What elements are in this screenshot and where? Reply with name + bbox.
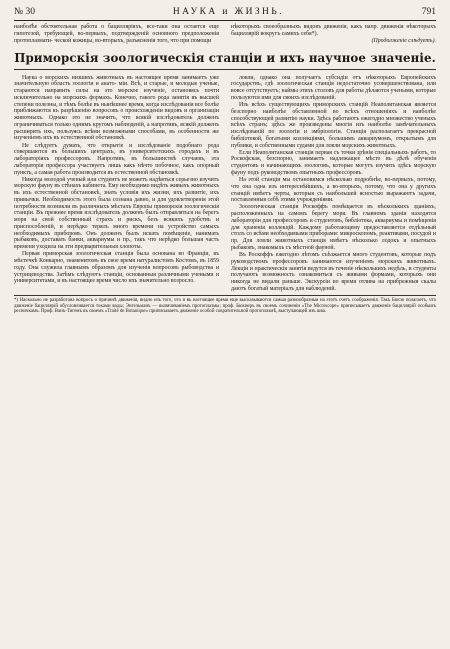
paragraph: наибол҃ѣе обстоятельная работа о бациллярiяхъ, все-таки она остается еще гипотезой, требующей, во-первыхъ, подтвержденiй основного предположенiя протоплазмати- ческой кожицы, во-вторыхъ, разъясненiя того, что при помощи (14, 24, 219, 44)
paragraph: Первая приморская зоологическая станцiя была основана во Францiи, въ мѣстечкѣ Конкарно, знаменитомъ въ свое время натуралистомъ Костомъ, въ 1859 году. Она служила главнымъ образомъ для изученiя вопросовъ рыбоводства и устрицеводства. Затѣмъ слѣдуютъ станцiи, основанныя различными учеными и университетами, и въ настоящее время число ихъ значительно возросло. (14, 251, 219, 285)
continuation-note: (Продолженiе слѣдуетъ). (371, 37, 436, 44)
page-number: 791 (421, 6, 436, 17)
paragraph: Изъ всѣхъ существующихъ приморскихъ станцiй Неаполитанская является безспорно наиболѣе обставленной во всѣхъ отношенiяхъ и наиболѣе способствующей развитiю науки. Здѣсь работаютъ ежегодно множество ученыхъ всѣхъ странъ; здѣсь же произведены многiя изъ наиболѣе замѣчательныхъ изслѣдованiй по зоологiи и эмбрiологiи. Станцiя располагаетъ прекрасной библiотекой, богатыми коллекцiями, большимъ аквариумомъ, открытымъ для публики, и собственными судами для ловли морскихъ животныхъ. (231, 102, 436, 149)
paragraph: нѣкоторыхъ своеобразныхъ видовъ движенiя, какъ напр. движенiя нѣкоторыхъ бациллярiй вокругъ самихъ себя*). (231, 24, 436, 37)
journal-title: НАУКА и ЖИЗНЬ. (172, 6, 284, 17)
previous-article-ending (14, 24, 436, 45)
article-left-column (14, 75, 219, 293)
previous-article-left-column (14, 24, 219, 45)
title-rule (14, 69, 436, 70)
paragraph: Если Неаполитанская станцiя первая съ точки зрѣнiя спецiальныхъ работъ, то Роскофская, безспорно, занимаетъ надлежащее мѣсто въ дѣлѣ обученiя студентовъ и начинающихъ зоологовъ, которые могутъ изучить здѣсь морскую фауну подъ руководствомъ опытныхъ профессоровъ. (231, 149, 436, 176)
paragraph: Зоологическая станцiя Роскоффъ помѣщается въ нѣсколькихъ зданiяхъ, расположенныхъ на самомъ берегу моря. Въ главномъ зданiи находятся лабораторiи для профессоровъ и студентовъ, библiотека, аквариумы и помѣщенiя для храненiя коллекцiй. Каждому работающему предоставляется отдѣльный столъ со всѣми необходимыми приборами: микроскопомъ, реактивами, посудой и пр. Для ловли животныхъ станцiя имѣетъ нѣсколько лодокъ и опытныхъ рыбаковъ, знакомыхъ съ мѣстной фауной. (231, 204, 436, 251)
paragraph: ловли, однако она получаетъ субсидiи отъ нѣкоторыхъ Европейскихъ государствъ, гдѣ зоологическая станцiя недостаточно усовершенствована, или вовсе отсутствуетъ; наймы этихъ столовъ для работы дѣлаются учеными, которые пользуются ими для своихъ изслѣдованiй. (231, 74, 436, 101)
paragraph: Въ Роскоффъ ежегодно лѣтомъ съѣзжается много студентовъ, которые подъ руководствомъ профессоровъ занимаются изученiемъ морскихъ животныхъ. Лекцiи и практическiя занятiя ведутся въ теченiе нѣсколькихъ недѣль, и студенты получаютъ возможность ознакомиться съ живыми формами, которыхъ они никогда не видали раньше. Экскурсiи во время отлива на прибрежныя скалы даютъ богатый матерiалъ для наблюденiй. (231, 252, 436, 292)
running-header (14, 5, 436, 18)
footnote-rule (14, 295, 436, 296)
previous-article-right-column (231, 24, 436, 45)
footnote: *) Наскольно не разработана вопросъ о причинѣ движенiя, видно изъ того, что я въ настоящее время еще высказываются самыя разнообразныя на этотъ счетъ соображенiя. Такъ Бюсю полагаетъ, что движенiе бациллярiй обусловливается токами воды; Энгельманъ — выпячиванiемъ протоплазмы; проф. Бюхнеръ въ своемъ сочиненiи «The Microscope» приписываетъ движенiе бациллярiй особымъ ресничкамъ. Проф. Ванъ-Тигемъ въ своемъ «Traité de Botanique» приписываетъ движенiе особой сократительной протоплазмѣ, выступающей изъ шва. (14, 297, 436, 315)
header-rule (14, 20, 436, 21)
paragraph: Никогда молодой ученый или студентъ не можетъ надѣяться серьезно изучить морскую фауну въ стѣнахъ кабинета. Ему необходимо видѣть живыхъ животныхъ въ ихъ естественной обстановкѣ, знать условiя ихъ жизни, ихъ развитiе, ихъ привычки. Необходимость этого была сознана давно, и для удовлетворенiя этой потребности возникли въ различныхъ мѣстахъ Европы приморскiя зоологическiя станцiи. Въ прежнее время изслѣдователь долженъ былъ отправляться на берегъ моря на свой собственный страхъ и рискъ, безъ всякихъ удобствъ и приспособленiй, и нерѣдко терялъ много времени на устройство самыхъ необходимыхъ приборовъ. Онъ долженъ былъ искать помѣщенiе, нанимать рыбаковъ, доставать банки, аквариумы и пр., такъ что нерѣдко большая часть времени уходила на эти предварительныя хлопоты. (14, 176, 219, 251)
paragraph: Не слѣдуетъ думать, что открытiе и изслѣдованiе подобнаго рода совершаются въ большихъ центрахъ, въ университетскихъ городахъ и въ лабораторiяхъ профессоровъ. Напротивъ, въ большинствѣ случаевъ, эта лабораторiя профессора участвуетъ лишь какъ нѣчто побочное, какъ опорный пунктъ, а самая работа производится въ естественной обстановкѣ. (14, 142, 219, 176)
paragraph: Наука о морскихъ низшихъ животныхъ въ настоящее время занимаетъ уже значительную область зоологiи и анато- мiи. Всѣ, и старые, и молодые ученые, стараются направить силы на это морское изученiе, остановясь почти исключительно на морскихъ формахъ. Конечно, такого рода занятiя въ высшей степени полезны, и тѣмъ болѣе въ нынѣшнее время, когда изслѣдованiя все болѣе приближаются къ разрѣшенiю вопросовъ о происхожденiи видовъ и организацiи животныхъ. Однако это не значитъ, что всякiй изслѣдователь долженъ ограничиваться только однимъ кругомъ наблюденiй, а напротивъ, всякiй долженъ расширить ихъ, пользуясь всѣми возможными способами, въ особенности же изученiемъ ихъ въ естественной обстановкѣ. (14, 74, 219, 142)
issue-number: № 30 (14, 6, 35, 17)
article-right-column (231, 75, 436, 293)
article-title: Приморскiя зоологическiя станцiи и ихъ научное значенiе. (14, 50, 436, 65)
article-body (14, 75, 436, 293)
paragraph: На этой станцiи мы остановимся нѣсколько подробнѣе, во-первыхъ, потому, что она одна изъ интереснѣйшихъ, а во-вторыхъ, потому, что она у другихъ станцiй имѣетъ черты, которыя съ наибольшей ясностью выражаютъ задачи, поставленныя себѣ этими учрежденiями. (231, 177, 436, 204)
